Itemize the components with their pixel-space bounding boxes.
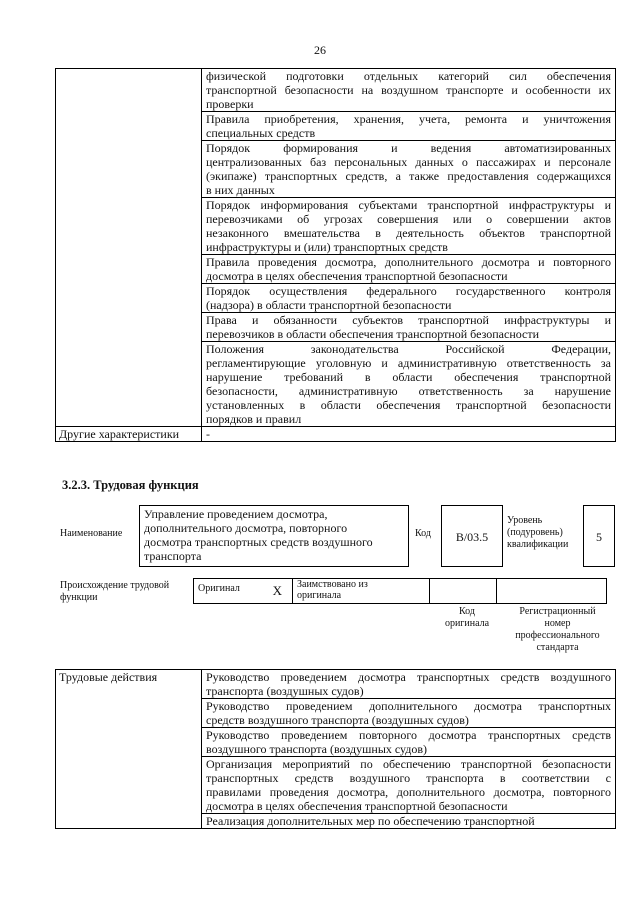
- row-text: [202, 757, 616, 814]
- text-line: инфраструктуры и (или) транспортных средств: [206, 240, 448, 254]
- reg-number-cell: [497, 579, 607, 604]
- text-line: Порядок формирования и ведения автоматизированных: [206, 141, 611, 155]
- row-text: [202, 69, 616, 112]
- code-original-line: Код: [459, 606, 475, 617]
- function-name-box: [139, 505, 409, 567]
- text-line: проверки: [206, 97, 254, 111]
- origin-label: [60, 580, 190, 604]
- labor-actions-table: [55, 669, 616, 829]
- code-original-cell: [430, 579, 497, 604]
- text-line: средств воздушного транспорта (воздушных судов): [206, 713, 469, 727]
- text-line: Порядок информирования субъектами транспортной инфраструктуры и: [206, 198, 611, 212]
- borrowed-cell: [293, 579, 430, 604]
- name-label: Наименование: [60, 528, 123, 539]
- text-line: (экипаже) транспортных средств, а также предоставления содержащихся: [206, 169, 611, 183]
- row-text: [202, 255, 616, 284]
- text-line: в них данных: [206, 183, 275, 197]
- row-text: [202, 814, 616, 829]
- function-name-line: Управление проведением досмотра,: [144, 507, 328, 521]
- text-line: Руководство проведением повторного досмотра транспортных средств: [206, 728, 611, 742]
- text-line: централизованных баз персональных данных о пассажирах и персонале: [206, 155, 611, 169]
- text-line: физической подготовки отдельных категорий сил обеспечения: [206, 69, 611, 83]
- section-title: 3.2.3. Трудовая функция: [62, 478, 199, 492]
- text-line: Организация мероприятий по обеспечению транспортной безопасности: [206, 757, 611, 771]
- text-line: регламентирующие уголовную и административную ответственность за: [206, 356, 611, 370]
- row-text: [202, 427, 616, 442]
- original-label: Оригинал: [198, 583, 240, 594]
- function-name-line: досмотра транспортных средств воздушного: [144, 535, 373, 549]
- row-text: [202, 198, 616, 255]
- text-line: транспорта (воздушных судов): [206, 684, 364, 698]
- row-text: [202, 699, 616, 728]
- row-text: [202, 284, 616, 313]
- page-number: 26: [314, 43, 326, 57]
- text-line: -: [206, 427, 210, 441]
- text-line: порядков и правил: [206, 412, 302, 426]
- text-line: (надзора) в области транспортной безопасности: [206, 298, 452, 312]
- level-label-line: квалификации: [507, 539, 569, 550]
- text-line: установленных в области обеспечения транспортной безопасности: [206, 398, 611, 412]
- text-line: досмотра в целях обеспечения транспортной безопасности: [206, 799, 508, 813]
- origin-label-line: функции: [60, 592, 98, 603]
- table-row: [56, 670, 616, 699]
- text-line: Правила проведения досмотра, дополнительного досмотра и повторного: [206, 255, 611, 269]
- origin-label-line: Происхождение трудовой: [60, 580, 170, 591]
- reg-number-line: Регистрационный: [519, 606, 596, 617]
- text-line: специальных средств: [206, 126, 316, 140]
- code-original-caption: [436, 606, 498, 630]
- code-value: B/03.5: [441, 505, 503, 567]
- original-cell: [194, 579, 293, 604]
- text-line: воздушного транспорта (воздушных судов): [206, 742, 428, 756]
- code-label: Код: [415, 528, 431, 539]
- reg-number-line: профессионального: [515, 630, 600, 641]
- text-line: Правила приобретения, хранения, учета, ремонта и уничтожения: [206, 112, 611, 126]
- text-line: перевозчиков в области обеспечения транспортной безопасности: [206, 327, 540, 341]
- table-row: [56, 69, 616, 112]
- text-line: незаконного вмешательства в деятельность объектов транспортной: [206, 226, 611, 240]
- row-label: Трудовые действия: [56, 670, 202, 829]
- row-text: [202, 728, 616, 757]
- text-line: Порядок осуществления федерального государственного контроля: [206, 284, 611, 298]
- level-label-line: Уровень: [507, 515, 543, 526]
- row-text: [202, 670, 616, 699]
- reg-number-line: номер: [544, 618, 571, 629]
- row-text: [202, 112, 616, 141]
- reg-number-line: стандарта: [536, 642, 579, 653]
- text-line: безопасности, административную ответственность за нарушение: [206, 384, 611, 398]
- text-line: Права и обязанности субъектов транспортной инфраструктуры и: [206, 313, 611, 327]
- text-line: Реализация дополнительных мер по обеспечению транспортной: [206, 814, 535, 828]
- table-row: [56, 427, 616, 442]
- row-text: [202, 342, 616, 427]
- level-label-line: (подуровень): [507, 527, 563, 538]
- text-line: досмотра в целях обеспечения транспортной безопасности: [206, 269, 508, 283]
- reg-number-caption: [505, 606, 610, 654]
- original-mark: X: [272, 583, 282, 598]
- level-label: [507, 515, 579, 551]
- text-line: Руководство проведением дополнительного досмотра транспортных: [206, 699, 611, 713]
- function-name-line: транспорта: [144, 549, 202, 563]
- origin-table: [193, 578, 607, 604]
- text-line: транспортных средств воздушного транспорта в соответствии с: [206, 771, 611, 785]
- text-line: нарушение требований в области обеспечения транспортной: [206, 370, 611, 384]
- text-line: транспортной безопасности на воздушном транспорте и особенности их: [206, 83, 611, 97]
- borrowed-label-line: Заимствовано из: [297, 579, 368, 590]
- knowledge-table: [55, 68, 616, 442]
- function-name-line: дополнительного досмотра, повторного: [144, 521, 348, 535]
- row-text: [202, 313, 616, 342]
- borrowed-label-line: оригинала: [297, 590, 342, 601]
- level-value: 5: [583, 505, 615, 567]
- row-label: Другие характеристики: [56, 427, 202, 442]
- text-line: Руководство проведением досмотра транспортных средств воздушного: [206, 670, 611, 684]
- code-original-line: оригинала: [444, 618, 490, 629]
- row-label: [56, 69, 202, 427]
- text-line: Положения законодательства Российской Федерации,: [206, 342, 611, 356]
- row-text: [202, 141, 616, 198]
- text-line: правилами проведения досмотра, дополнительного досмотра, повторного: [206, 785, 611, 799]
- text-line: перевозчиками об угрозах совершения или о совершении актов: [206, 212, 611, 226]
